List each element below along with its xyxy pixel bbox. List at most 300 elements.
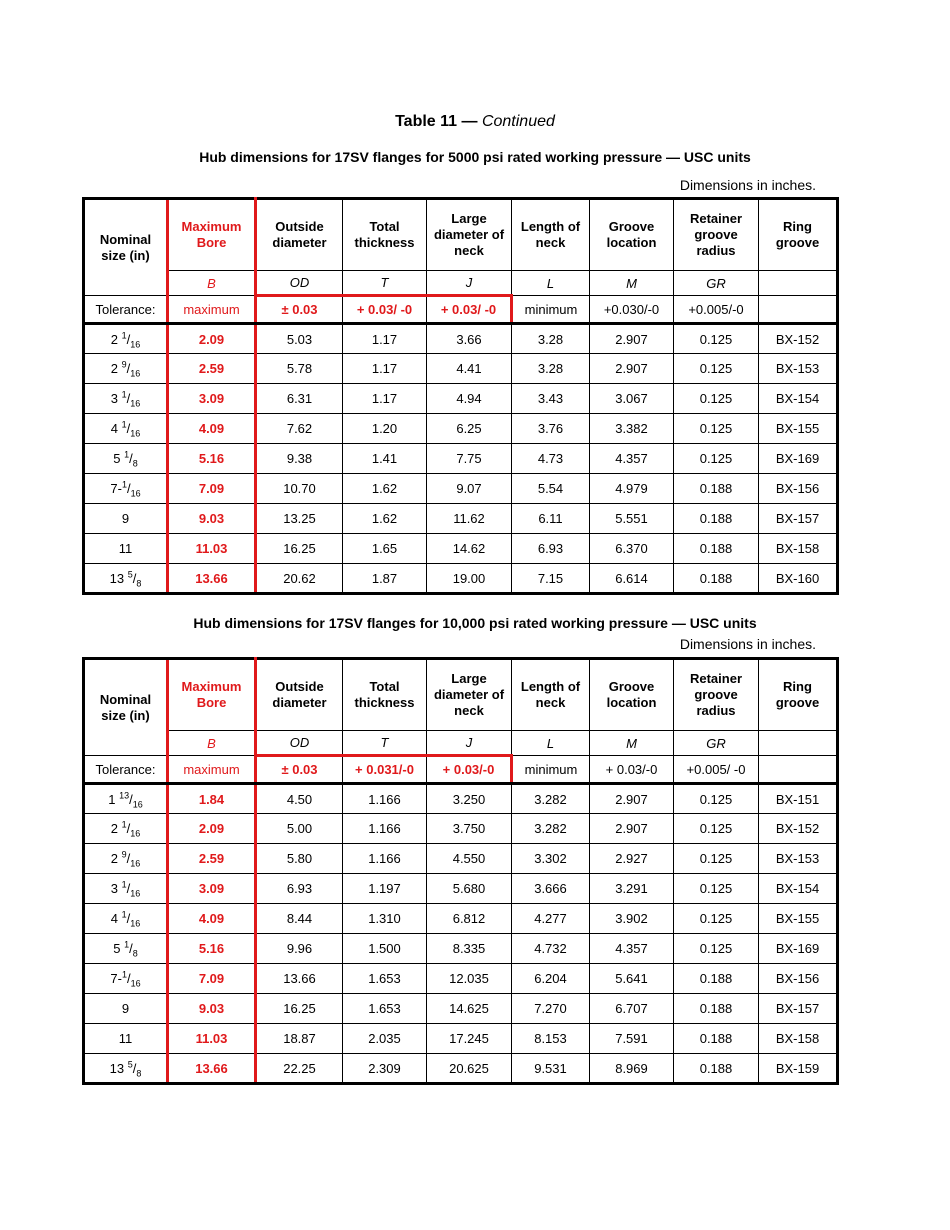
size-fraction-denominator: 16 — [130, 918, 141, 929]
max-bore-cell: 1.84 — [168, 784, 256, 814]
max-bore-cell: 13.66 — [168, 1054, 256, 1084]
column-header: Ring groove — [759, 659, 838, 731]
table-cell: BX-158 — [759, 1024, 838, 1054]
table-cell: 4.550 — [427, 844, 512, 874]
table-cell: 1.197 — [343, 874, 427, 904]
symbol-cell: B — [168, 271, 256, 296]
table-cell: 12.035 — [427, 964, 512, 994]
column-header: Outside diameter — [256, 659, 343, 731]
table-cell: BX-152 — [759, 814, 838, 844]
size-fraction-denominator: 16 — [130, 978, 141, 989]
table-cell: BX-155 — [759, 414, 838, 444]
table-cell: 4.41 — [427, 354, 512, 384]
column-header: Maximum Bore — [168, 199, 256, 271]
table-cell: 19.00 — [427, 564, 512, 594]
table-cell: 6.93 — [256, 874, 343, 904]
table-row — [84, 874, 838, 904]
table-cell: 3.76 — [512, 414, 590, 444]
nominal-size-cell: $7-^1/_{16}$ — [84, 474, 168, 504]
table-cell: 1.653 — [343, 994, 427, 1024]
size-fraction-numerator: 5 — [127, 1059, 133, 1070]
size-whole: 4 — [110, 421, 122, 436]
page-title — [0, 113, 950, 131]
table-cell: 7.591 — [590, 1024, 674, 1054]
max-bore-cell: 9.03 — [168, 994, 256, 1024]
max-bore-cell: 11.03 — [168, 534, 256, 564]
size-fraction-denominator: 16 — [130, 858, 141, 869]
max-bore-cell: 2.59 — [168, 354, 256, 384]
table-cell: 1.17 — [343, 384, 427, 414]
table-cell: 2.309 — [343, 1054, 427, 1084]
column-header: Length of neck — [512, 199, 590, 271]
nominal-size-cell: 1 $^{13}/_{16}$ — [84, 784, 168, 814]
size-whole: 3 — [110, 391, 122, 406]
size-whole: 3 — [110, 881, 122, 896]
table-row — [84, 934, 838, 964]
size-fraction-denominator: 16 — [130, 398, 141, 409]
table-row — [84, 784, 838, 814]
table-cell: 4.73 — [512, 444, 590, 474]
table-cell: 0.125 — [674, 904, 759, 934]
tolerance-cell: + 0.03/-0 — [590, 756, 674, 784]
nominal-size-cell: 4 $^1/_{16}$ — [84, 414, 168, 444]
table-row — [84, 534, 838, 564]
table-cell: 9.531 — [512, 1054, 590, 1084]
table-row — [84, 1054, 838, 1084]
nominal-size-cell — [84, 534, 168, 564]
table-cell: 6.25 — [427, 414, 512, 444]
size-whole: 2 — [110, 851, 122, 866]
table-cell: 3.250 — [427, 784, 512, 814]
table-cell: 0.125 — [674, 414, 759, 444]
table-cell: 1.87 — [343, 564, 427, 594]
table-continued-label: Continued — [481, 113, 555, 130]
table-cell: 16.25 — [256, 534, 343, 564]
table-row — [84, 324, 838, 354]
table-cell: 0.125 — [674, 934, 759, 964]
size-fraction-denominator: 16 — [132, 799, 143, 810]
table-cell: 14.62 — [427, 534, 512, 564]
max-bore-cell: 7.09 — [168, 474, 256, 504]
table-cell: 5.78 — [256, 354, 343, 384]
column-header: Outside diameter — [256, 199, 343, 271]
max-bore-cell: 9.03 — [168, 504, 256, 534]
max-bore-cell: 7.09 — [168, 964, 256, 994]
symbol-cell: J — [427, 731, 512, 756]
size-whole: 11 — [118, 541, 133, 556]
tolerance-cell: maximum — [168, 756, 256, 784]
table-cell: 3.382 — [590, 414, 674, 444]
table-cell: BX-156 — [759, 474, 838, 504]
tolerance-cell: +0.005/ -0 — [674, 756, 759, 784]
size-whole: 9 — [121, 1001, 130, 1016]
max-bore-cell: 2.09 — [168, 324, 256, 354]
table-cell: 17.245 — [427, 1024, 512, 1054]
tolerance-cell — [759, 756, 838, 784]
table-cell: 14.625 — [427, 994, 512, 1024]
table-cell: 9.38 — [256, 444, 343, 474]
table-1-caption: Hub dimensions for 17SV flanges for 5000 psi rated working pressure — USC units — [199, 149, 751, 165]
nominal-size-cell — [84, 1024, 168, 1054]
symbol-cell: OD — [256, 731, 343, 756]
symbol-cell: T — [343, 271, 427, 296]
table-cell: 0.125 — [674, 874, 759, 904]
table-row — [84, 474, 838, 504]
nominal-size-cell: 3 $^1/_{16}$ — [84, 384, 168, 414]
table-cell: 1.62 — [343, 474, 427, 504]
table-cell: 5.641 — [590, 964, 674, 994]
table-cell: 5.551 — [590, 504, 674, 534]
table-cell: 1.17 — [343, 324, 427, 354]
table-row — [84, 814, 838, 844]
table-cell: 4.979 — [590, 474, 674, 504]
table-cell: 1.166 — [343, 784, 427, 814]
table-cell: 3.750 — [427, 814, 512, 844]
table-cell: 1.17 — [343, 354, 427, 384]
table-cell: BX-151 — [759, 784, 838, 814]
table-cell: 3.302 — [512, 844, 590, 874]
max-bore-cell: 3.09 — [168, 874, 256, 904]
table-cell: 6.11 — [512, 504, 590, 534]
table-cell: 1.20 — [343, 414, 427, 444]
table-cell: BX-158 — [759, 534, 838, 564]
table-cell: 4.50 — [256, 784, 343, 814]
table-2-caption: Hub dimensions for 17SV flanges for 10,000 psi rated working pressure — USC units — [193, 615, 757, 631]
table-cell: 22.25 — [256, 1054, 343, 1084]
column-header: Large diameter of neck — [427, 659, 512, 731]
table-1-units: Dimensions in inches. — [679, 177, 816, 193]
header-row — [84, 659, 838, 731]
size-fraction-numerator: 1 — [121, 819, 127, 830]
table-cell: 7.62 — [256, 414, 343, 444]
size-fraction-numerator: 1 — [121, 969, 127, 980]
table-cell: 6.31 — [256, 384, 343, 414]
table-cell: 0.188 — [674, 564, 759, 594]
table-cell: 8.44 — [256, 904, 343, 934]
table-cell: 3.291 — [590, 874, 674, 904]
size-fraction-numerator: 9 — [121, 359, 127, 370]
symbol-cell: J — [427, 271, 512, 296]
size-fraction-denominator: 16 — [130, 888, 141, 899]
table-cell: 9.07 — [427, 474, 512, 504]
table-cell: 6.93 — [512, 534, 590, 564]
size-whole: 4 — [110, 911, 122, 926]
size-fraction-numerator: 1 — [121, 909, 127, 920]
column-header: Total thickness — [343, 659, 427, 731]
table-cell: 0.188 — [674, 534, 759, 564]
size-fraction-denominator: 8 — [136, 578, 142, 589]
size-whole: 13 — [109, 570, 128, 586]
table-row — [84, 844, 838, 874]
symbol-row — [84, 271, 838, 296]
column-header: Groove location — [590, 659, 674, 731]
table-row — [84, 414, 838, 444]
nominal-size-cell: 13 $^5/_8$ — [84, 564, 168, 594]
hub-table-5000psi — [82, 197, 839, 595]
size-whole: 2 — [110, 361, 122, 376]
tolerance-row — [84, 756, 838, 784]
symbol-cell: L — [512, 271, 590, 296]
column-header: Length of neck — [512, 659, 590, 731]
table-cell: 20.625 — [427, 1054, 512, 1084]
symbol-cell — [759, 731, 838, 756]
max-bore-cell: 3.09 — [168, 384, 256, 414]
size-fraction-numerator: 1 — [121, 389, 127, 400]
table-cell: 16.25 — [256, 994, 343, 1024]
nominal-size-cell — [84, 504, 168, 534]
table-cell: 3.28 — [512, 324, 590, 354]
table-cell: BX-153 — [759, 354, 838, 384]
table-cell: BX-159 — [759, 1054, 838, 1084]
tolerance-cell: +0.030/-0 — [590, 296, 674, 324]
column-header: Maximum Bore — [168, 659, 256, 731]
table-cell: BX-169 — [759, 934, 838, 964]
size-whole: 7- — [110, 971, 122, 986]
size-whole: 2 — [110, 821, 122, 836]
size-fraction-numerator: 1 — [124, 449, 130, 460]
table-cell: 3.282 — [512, 814, 590, 844]
nominal-size-cell: 2 $^9/_{16}$ — [84, 844, 168, 874]
table-cell: BX-156 — [759, 964, 838, 994]
table-cell: 0.125 — [674, 784, 759, 814]
table-row — [84, 384, 838, 414]
table-cell: 0.125 — [674, 324, 759, 354]
table-cell: 2.035 — [343, 1024, 427, 1054]
table-cell: 4.94 — [427, 384, 512, 414]
column-header: Retainer groove radius — [674, 199, 759, 271]
table-cell: 13.66 — [256, 964, 343, 994]
symbol-cell: B — [168, 731, 256, 756]
table-number: Table 11 — — [395, 113, 478, 130]
header-row — [84, 199, 838, 271]
table-cell: 7.270 — [512, 994, 590, 1024]
table-cell: 13.25 — [256, 504, 343, 534]
table-row — [84, 904, 838, 934]
table-cell: 5.00 — [256, 814, 343, 844]
table-row — [84, 504, 838, 534]
size-fraction-numerator: 13 — [119, 790, 130, 801]
table-cell: BX-157 — [759, 504, 838, 534]
tolerance-row — [84, 296, 838, 324]
size-whole: 5 — [113, 941, 125, 956]
table-cell: 4.732 — [512, 934, 590, 964]
nominal-size-cell: 5 $^1/_8$ — [84, 444, 168, 474]
size-fraction-numerator: 1 — [121, 419, 127, 430]
max-bore-cell: 11.03 — [168, 1024, 256, 1054]
tolerance-cell: ± 0.03 — [256, 756, 343, 784]
table-cell: 5.54 — [512, 474, 590, 504]
size-fraction-numerator: 1 — [124, 939, 130, 950]
symbol-cell — [759, 271, 838, 296]
max-bore-cell: 5.16 — [168, 934, 256, 964]
size-fraction-denominator: 16 — [130, 428, 141, 439]
size-whole: 2 — [110, 331, 122, 347]
tolerance-cell: + 0.03/ -0 — [427, 296, 512, 324]
tolerance-label: Tolerance: — [84, 756, 168, 784]
size-whole: 1 — [108, 791, 120, 807]
tolerance-cell: minimum — [512, 756, 590, 784]
table-cell: 1.166 — [343, 814, 427, 844]
size-fraction-denominator: 8 — [132, 458, 138, 469]
table-cell: BX-153 — [759, 844, 838, 874]
table-cell: 2.907 — [590, 354, 674, 384]
symbol-cell: L — [512, 731, 590, 756]
table-cell: 0.188 — [674, 474, 759, 504]
column-header: Retainer groove radius — [674, 659, 759, 731]
table-cell: 3.282 — [512, 784, 590, 814]
size-fraction-denominator: 8 — [136, 1068, 142, 1079]
hub-table-10000psi — [82, 657, 839, 1085]
table-cell: 0.125 — [674, 844, 759, 874]
table-cell: 5.03 — [256, 324, 343, 354]
nominal-size-cell: 13 $^5/_8$ — [84, 1054, 168, 1084]
table-cell: 4.277 — [512, 904, 590, 934]
column-header: Groove location — [590, 199, 674, 271]
max-bore-cell: 13.66 — [168, 564, 256, 594]
tolerance-cell: + 0.03/ -0 — [343, 296, 427, 324]
table-cell: BX-157 — [759, 994, 838, 1024]
max-bore-cell: 4.09 — [168, 414, 256, 444]
size-fraction-numerator: 9 — [121, 849, 127, 860]
table-row — [84, 444, 838, 474]
table-cell: 1.310 — [343, 904, 427, 934]
table-cell: 4.357 — [590, 444, 674, 474]
table-cell: BX-154 — [759, 384, 838, 414]
table-cell: 3.666 — [512, 874, 590, 904]
tolerance-cell: + 0.031/-0 — [343, 756, 427, 784]
column-header: Nominal size (in) — [84, 659, 168, 756]
table-cell: 0.125 — [674, 444, 759, 474]
table-cell: 0.125 — [674, 354, 759, 384]
table-row — [84, 994, 838, 1024]
table-cell: 3.902 — [590, 904, 674, 934]
table-row — [84, 354, 838, 384]
table-cell: 1.166 — [343, 844, 427, 874]
table-cell: 20.62 — [256, 564, 343, 594]
table-cell: 1.65 — [343, 534, 427, 564]
size-whole: 9 — [121, 511, 130, 526]
table-cell: 7.15 — [512, 564, 590, 594]
table-cell: 2.927 — [590, 844, 674, 874]
size-fraction-numerator: 1 — [121, 879, 127, 890]
tolerance-cell: +0.005/-0 — [674, 296, 759, 324]
size-fraction-denominator: 16 — [130, 828, 141, 839]
table-cell: 6.812 — [427, 904, 512, 934]
table-2-units: Dimensions in inches. — [679, 636, 816, 652]
symbol-cell: OD — [256, 271, 343, 296]
symbol-cell: M — [590, 731, 674, 756]
table-cell: 4.357 — [590, 934, 674, 964]
nominal-size-cell: 2 $^1/_{16}$ — [84, 324, 168, 354]
tolerance-cell — [759, 296, 838, 324]
tolerance-label: Tolerance: — [84, 296, 168, 324]
nominal-size-cell: 5 $^1/_8$ — [84, 934, 168, 964]
max-bore-cell: 5.16 — [168, 444, 256, 474]
nominal-size-cell: 3 $^1/_{16}$ — [84, 874, 168, 904]
table-cell: BX-154 — [759, 874, 838, 904]
table-cell: 7.75 — [427, 444, 512, 474]
table-cell: 5.80 — [256, 844, 343, 874]
size-whole: 13 — [109, 1060, 128, 1076]
table-row — [84, 564, 838, 594]
symbol-cell: T — [343, 731, 427, 756]
table-cell: 3.66 — [427, 324, 512, 354]
size-fraction-numerator: 1 — [121, 479, 127, 490]
tolerance-cell: minimum — [512, 296, 590, 324]
nominal-size-cell: 4 $^1/_{16}$ — [84, 904, 168, 934]
size-whole: 5 — [113, 451, 125, 466]
size-fraction-numerator: 5 — [127, 569, 133, 580]
size-fraction-denominator: 16 — [130, 339, 141, 350]
table-cell: 0.188 — [674, 964, 759, 994]
size-fraction-denominator: 16 — [130, 368, 141, 379]
symbol-cell: M — [590, 271, 674, 296]
table-cell: 1.653 — [343, 964, 427, 994]
table-cell: BX-169 — [759, 444, 838, 474]
table-cell: 1.500 — [343, 934, 427, 964]
column-header: Nominal size (in) — [84, 199, 168, 296]
tolerance-cell: + 0.03/-0 — [427, 756, 512, 784]
table-row — [84, 1024, 838, 1054]
table-cell: 8.335 — [427, 934, 512, 964]
symbol-cell: GR — [674, 271, 759, 296]
table-cell: 0.188 — [674, 1024, 759, 1054]
column-header: Ring groove — [759, 199, 838, 271]
table-row — [84, 964, 838, 994]
tolerance-cell: ± 0.03 — [256, 296, 343, 324]
table-cell: 3.28 — [512, 354, 590, 384]
nominal-size-cell — [84, 994, 168, 1024]
table-cell: 6.614 — [590, 564, 674, 594]
size-whole: 11 — [118, 1031, 133, 1046]
table-cell: 8.969 — [590, 1054, 674, 1084]
table-cell: 5.680 — [427, 874, 512, 904]
table-cell: 2.907 — [590, 814, 674, 844]
nominal-size-cell: 2 $^1/_{16}$ — [84, 814, 168, 844]
table-cell: BX-160 — [759, 564, 838, 594]
column-header: Total thickness — [343, 199, 427, 271]
size-fraction-denominator: 8 — [132, 948, 138, 959]
table-cell: 11.62 — [427, 504, 512, 534]
table-cell: 1.41 — [343, 444, 427, 474]
table-cell: 3.43 — [512, 384, 590, 414]
table-cell: 18.87 — [256, 1024, 343, 1054]
column-header: Large diameter of neck — [427, 199, 512, 271]
table-cell: BX-152 — [759, 324, 838, 354]
table-cell: 2.907 — [590, 784, 674, 814]
table-cell: 6.204 — [512, 964, 590, 994]
size-fraction-numerator: 1 — [121, 330, 127, 341]
size-whole: 7- — [110, 481, 122, 496]
table-cell: 3.067 — [590, 384, 674, 414]
table-cell: 0.188 — [674, 994, 759, 1024]
table-cell: 1.62 — [343, 504, 427, 534]
table-cell: 10.70 — [256, 474, 343, 504]
table-cell: 0.125 — [674, 814, 759, 844]
table-cell: 2.907 — [590, 324, 674, 354]
table-cell: 9.96 — [256, 934, 343, 964]
symbol-row — [84, 731, 838, 756]
size-fraction-denominator: 16 — [130, 488, 141, 499]
nominal-size-cell: 2 $^9/_{16}$ — [84, 354, 168, 384]
table-cell: BX-155 — [759, 904, 838, 934]
max-bore-cell: 2.59 — [168, 844, 256, 874]
table-cell: 0.188 — [674, 1054, 759, 1084]
nominal-size-cell: $7-^1/_{16}$ — [84, 964, 168, 994]
max-bore-cell: 2.09 — [168, 814, 256, 844]
tolerance-cell: maximum — [168, 296, 256, 324]
table-cell: 0.188 — [674, 504, 759, 534]
